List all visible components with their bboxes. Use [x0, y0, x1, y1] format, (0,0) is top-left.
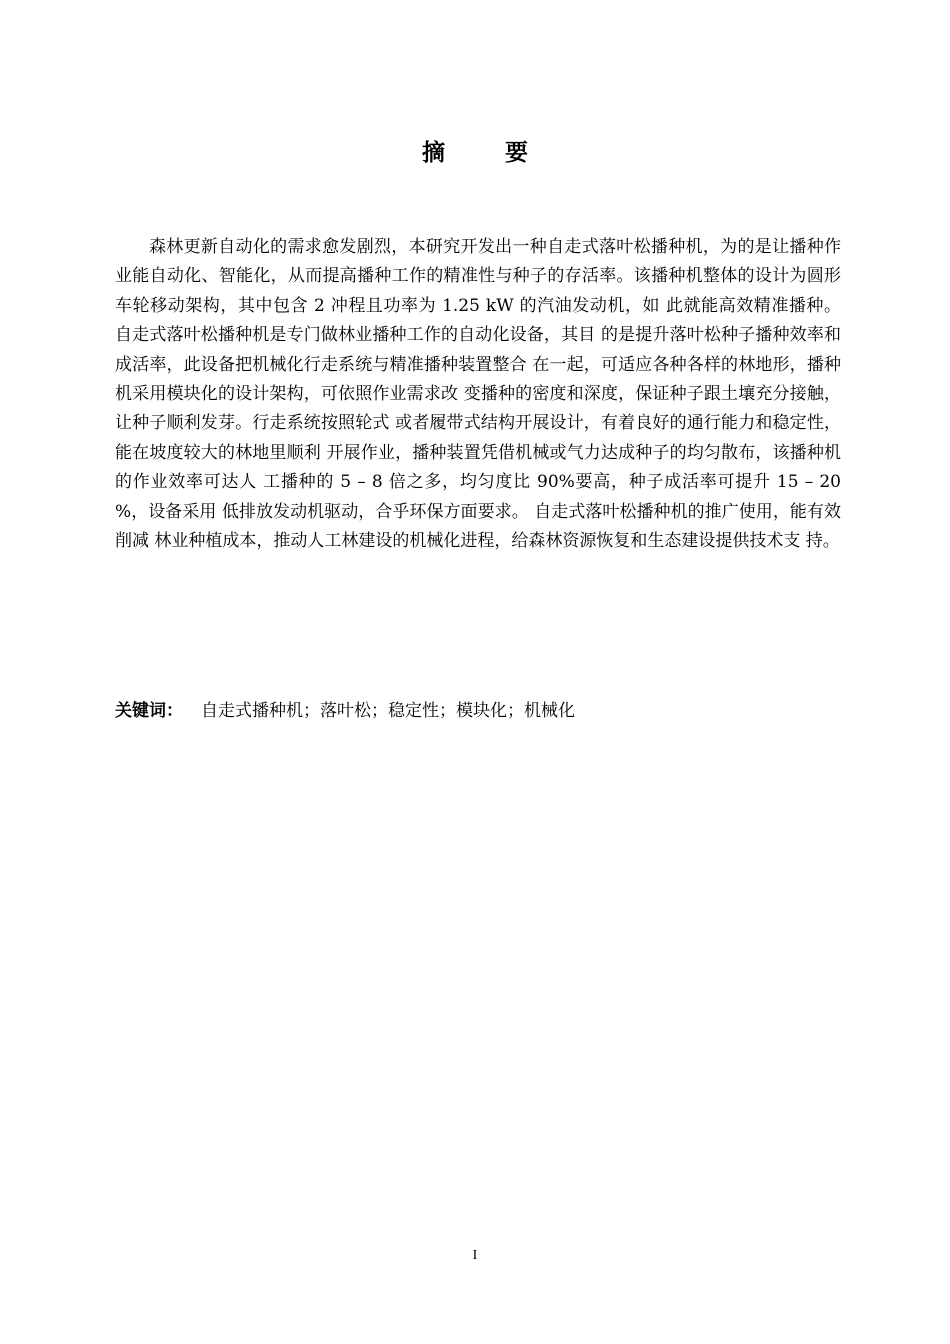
- keywords-value: 自走式播种机；落叶松；稳定性；模块化；机械化: [201, 701, 575, 721]
- keywords-line: [115, 697, 841, 726]
- keywords-label: 关键词：: [115, 701, 183, 721]
- page-title: 摘 要: [421, 140, 554, 166]
- abstract-paragraph: 森林更新自动化的需求愈发剧烈，本研究开发出一种自走式落叶松播种机，为的是让播种作业能自动化、智能化，从而提高播种工作的精准性与种子的存活率。该播种机整体的设计为圆形车轮移动架构，其中包含 2 冲程且功率为 1.25 kW 的汽油发动机，如 此就能高效精准播种。 自走式落叶松播种机是专门做林业播种工作的自动化设备，其目 的是提升落叶松种子播种效率和成活率，此设备把机械化行走系统与精准播种装置整合 在一起，可适应各种各样的林地形，播种机采用模块化的设计架构，可依照作业需求改 变播种的密度和深度，保证种子跟土壤充分接触，让种子顺利发芽。行走系统按照轮式 或者履带式结构开展设计，有着良好的通行能力和稳定性，能在坡度较大的林地里顺利 开展作业，播种装置凭借机械或气力达成种子的均匀散布，该播种机的作业效率可达人 工播种的 5 – 8 倍之多，均匀度比 90%要高，种子成活率可提升 15 – 20 %，设备采用 低排放发动机驱动，合乎环保方面要求。 自走式落叶松播种机的推广使用，能有效削减 林业种植成本，推动人工林建设的机械化进程，给森林资源恢复和生态建设提供技术支 持。: [115, 237, 841, 552]
- page-number: I: [472, 1248, 478, 1263]
